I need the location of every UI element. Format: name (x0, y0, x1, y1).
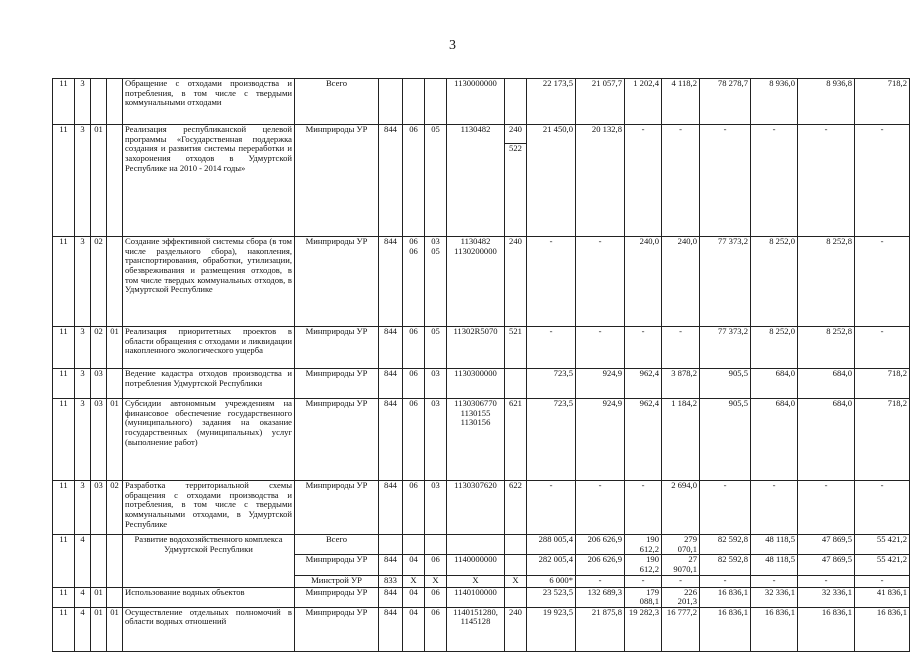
m-code (107, 125, 123, 237)
value-cell: 21 875,8 (576, 607, 625, 651)
table-row (53, 481, 910, 535)
vr-code (505, 587, 527, 607)
value-cell: 1 184,2 (662, 399, 700, 481)
value-cell: - (700, 575, 751, 587)
kcsr-code: 1130000000 (447, 79, 505, 125)
value-cell: - (576, 575, 625, 587)
value-cell: - (700, 481, 751, 535)
kcsr-code: 1130307620 (447, 481, 505, 535)
om-code: 03 (91, 481, 107, 535)
value-cell: 23 523,5 (527, 587, 576, 607)
value-cell: 48 118,5 (751, 555, 798, 575)
pp-code: 4 (75, 607, 91, 651)
value-cell: 718,2 (855, 369, 910, 399)
pp-code: 3 (75, 399, 91, 481)
kcsr-code: 1130300000 (447, 369, 505, 399)
value-cell: 723,5 (527, 369, 576, 399)
kcsr-code: 1130482 1130200000 (447, 237, 505, 327)
grbs-code: 844 (379, 125, 403, 237)
grbs-code: 844 (379, 607, 403, 651)
value-cell: 16 836,1 (798, 607, 855, 651)
value-cell: 16 836,1 (751, 607, 798, 651)
value-cell: 22 173,5 (527, 79, 576, 125)
value-cell: - (855, 575, 910, 587)
value-cell: 55 421,2 (855, 555, 910, 575)
vr-code (505, 369, 527, 399)
value-cell: - (751, 481, 798, 535)
kcsr-code: 11302R5070 (447, 327, 505, 369)
gp-code: 11 (53, 535, 75, 588)
executor: Минприроды УР (295, 369, 379, 399)
value-cell: 77 373,2 (700, 237, 751, 327)
value-cell: - (662, 327, 700, 369)
grbs-code: 844 (379, 327, 403, 369)
measure-name: Ведение кадастра отходов производства и потребления Удмуртской Республики (123, 369, 295, 399)
rz-code: 04 (403, 555, 425, 575)
value-cell: - (576, 237, 625, 327)
gp-code: 11 (53, 369, 75, 399)
grbs-code: 844 (379, 237, 403, 327)
m-code (107, 535, 123, 588)
budget-table (52, 78, 910, 652)
pr-code: 06 (425, 555, 447, 575)
executor: Всего (295, 535, 379, 555)
om-code: 02 (91, 237, 107, 327)
pp-code: 3 (75, 237, 91, 327)
m-code: 01 (107, 327, 123, 369)
value-cell: 226 201,3 (662, 587, 700, 607)
value-cell: 240,0 (625, 237, 662, 327)
value-cell: 32 336,1 (798, 587, 855, 607)
gp-code: 11 (53, 607, 75, 651)
measure-name: Реализация республиканской целевой программы «Государственная поддержка создания и развития системы переработки и захоронения отходов в Удмуртской Республике на 2010 - 2014 годы» (123, 125, 295, 237)
pr-code: 05 (425, 327, 447, 369)
value-cell: 8 252,8 (798, 327, 855, 369)
executor: Минприроды УР (295, 125, 379, 237)
value-cell: - (798, 481, 855, 535)
value-cell: 8 252,0 (751, 237, 798, 327)
value-cell: 20 132,8 (576, 125, 625, 237)
grbs-code: 844 (379, 555, 403, 575)
value-cell: 1 202,4 (625, 79, 662, 125)
grbs-code (379, 79, 403, 125)
measure-name: Развитие водохозяйственного комплекса Удмуртской Республики (123, 535, 295, 588)
value-cell: 82 592,8 (700, 535, 751, 555)
value-cell: 905,5 (700, 369, 751, 399)
pr-code (425, 535, 447, 555)
om-code: 01 (91, 607, 107, 651)
value-cell: - (700, 125, 751, 237)
vr-code: 240 (505, 237, 527, 327)
value-cell: - (576, 327, 625, 369)
value-cell: 6 000* (527, 575, 576, 587)
om-code: 03 (91, 399, 107, 481)
vr-code: 240 (505, 607, 527, 651)
value-cell: - (751, 575, 798, 587)
vr-code-1: 240 (505, 125, 526, 144)
gp-code: 11 (53, 237, 75, 327)
pr-code (425, 79, 447, 125)
pp-code: 3 (75, 79, 91, 125)
measure-name: Разработка территориальной схемы обращения с отходами производства и потребления, в том числе с твердыми коммунальными отходами, в Удмуртской Республике (123, 481, 295, 535)
table-row (53, 535, 910, 555)
kcsr-code: 1130482 (447, 125, 505, 237)
value-cell: 47 869,5 (798, 535, 855, 555)
m-code: 01 (107, 399, 123, 481)
value-cell: - (855, 237, 910, 327)
value-cell: - (576, 481, 625, 535)
om-code: 02 (91, 327, 107, 369)
table-row (53, 327, 910, 369)
vr-code (505, 535, 527, 555)
value-cell: 718,2 (855, 399, 910, 481)
value-cell: 190 612,2 (625, 535, 662, 555)
grbs-code (379, 535, 403, 555)
rz-code: 06 (403, 399, 425, 481)
vr-code (505, 79, 527, 125)
om-code: 01 (91, 587, 107, 607)
measure-name: Осуществление отдельных полномочий в области водных отношений (123, 607, 295, 651)
value-cell: - (527, 237, 576, 327)
m-code (107, 369, 123, 399)
table-row (53, 399, 910, 481)
value-cell: 684,0 (798, 399, 855, 481)
value-cell: 16 836,1 (700, 587, 751, 607)
value-cell: 16 836,1 (700, 607, 751, 651)
value-cell: 684,0 (798, 369, 855, 399)
executor: Минприроды УР (295, 237, 379, 327)
value-cell: - (855, 125, 910, 237)
value-cell: 288 005,4 (527, 535, 576, 555)
gp-code: 11 (53, 125, 75, 237)
value-cell: 21 450,0 (527, 125, 576, 237)
m-code (107, 79, 123, 125)
value-cell: - (798, 125, 855, 237)
gp-code: 11 (53, 327, 75, 369)
pp-code: 3 (75, 369, 91, 399)
executor: Минприроды УР (295, 399, 379, 481)
om-code (91, 535, 107, 588)
kcsr-code: 1140100000 (447, 587, 505, 607)
executor: Всего (295, 79, 379, 125)
value-cell: - (751, 125, 798, 237)
vr-code (505, 555, 527, 575)
value-cell: 8 936,8 (798, 79, 855, 125)
pp-code: 3 (75, 125, 91, 237)
pr-code: 06 (425, 607, 447, 651)
value-cell: 19 923,5 (527, 607, 576, 651)
value-cell: 41 836,1 (855, 587, 910, 607)
executor: Минприроды УР (295, 555, 379, 575)
rz-code (403, 535, 425, 555)
rz-code (403, 79, 425, 125)
value-cell: 684,0 (751, 369, 798, 399)
grbs-code: 833 (379, 575, 403, 587)
pr-code: 03 05 (425, 237, 447, 327)
table-row (53, 125, 910, 237)
value-cell: - (625, 125, 662, 237)
value-cell: - (798, 575, 855, 587)
value-cell: 962,4 (625, 369, 662, 399)
m-code: 01 (107, 607, 123, 651)
value-cell: - (527, 327, 576, 369)
pr-code: 05 (425, 125, 447, 237)
rz-code: 06 (403, 369, 425, 399)
rz-code: 06 (403, 481, 425, 535)
m-code (107, 237, 123, 327)
value-cell: 3 878,2 (662, 369, 700, 399)
value-cell: 4 118,2 (662, 79, 700, 125)
value-cell: 282 005,4 (527, 555, 576, 575)
executor: Минприроды УР (295, 607, 379, 651)
pr-code: 06 (425, 587, 447, 607)
gp-code: 11 (53, 587, 75, 607)
value-cell: 82 592,8 (700, 555, 751, 575)
table-body (53, 79, 910, 652)
value-cell: 55 421,2 (855, 535, 910, 555)
value-cell: 132 689,3 (576, 587, 625, 607)
m-code: 02 (107, 481, 123, 535)
value-cell: 78 278,7 (700, 79, 751, 125)
table-row (53, 79, 910, 125)
value-cell: 2 694,0 (662, 481, 700, 535)
value-cell: - (527, 481, 576, 535)
executor: Минприроды УР (295, 327, 379, 369)
om-code: 01 (91, 125, 107, 237)
table-row (53, 587, 910, 607)
vr-code: Х (505, 575, 527, 587)
value-cell: 179 088,1 (625, 587, 662, 607)
rz-code: 04 (403, 607, 425, 651)
om-code (91, 79, 107, 125)
value-cell: 924,9 (576, 369, 625, 399)
pr-code: 03 (425, 399, 447, 481)
rz-code: 06 (403, 327, 425, 369)
value-cell: 924,9 (576, 399, 625, 481)
value-cell: 32 336,1 (751, 587, 798, 607)
value-cell: 8 252,8 (798, 237, 855, 327)
vr-code (505, 125, 527, 237)
value-cell: 21 057,7 (576, 79, 625, 125)
value-cell: 905,5 (700, 399, 751, 481)
value-cell: 27 9070,1 (662, 555, 700, 575)
value-cell: 47 869,5 (798, 555, 855, 575)
value-cell: 190 612,2 (625, 555, 662, 575)
grbs-code: 844 (379, 587, 403, 607)
value-cell: 19 282,3 (625, 607, 662, 651)
pp-code: 4 (75, 535, 91, 588)
value-cell: - (855, 481, 910, 535)
rz-code: 06 (403, 125, 425, 237)
value-cell: - (625, 575, 662, 587)
pr-code: 03 (425, 369, 447, 399)
executor: Минстрой УР (295, 575, 379, 587)
table-row (53, 369, 910, 399)
measure-name: Использование водных объектов (123, 587, 295, 607)
executor: Минприроды УР (295, 481, 379, 535)
value-cell: 8 252,0 (751, 327, 798, 369)
table-row (53, 607, 910, 651)
pp-code: 3 (75, 327, 91, 369)
value-cell: 77 373,2 (700, 327, 751, 369)
value-cell: 718,2 (855, 79, 910, 125)
value-cell: 8 936,0 (751, 79, 798, 125)
measure-name: Субсидии автономным учреждениям на финансовое обеспечение государственного (муниципального) задания на оказание государственных (муниципальных) услуг (выполнение работ) (123, 399, 295, 481)
value-cell: 279 070,1 (662, 535, 700, 555)
value-cell: 16 777,2 (662, 607, 700, 651)
value-cell: 206 626,9 (576, 555, 625, 575)
page-number: 3 (449, 38, 456, 53)
value-cell: 48 118,5 (751, 535, 798, 555)
value-cell: - (625, 327, 662, 369)
value-cell: 16 836,1 (855, 607, 910, 651)
pr-code: 03 (425, 481, 447, 535)
vr-code: 621 (505, 399, 527, 481)
vr-code: 521 (505, 327, 527, 369)
value-cell: 684,0 (751, 399, 798, 481)
value-cell: - (855, 327, 910, 369)
pr-code: Х (425, 575, 447, 587)
gp-code: 11 (53, 481, 75, 535)
rz-code: 04 (403, 587, 425, 607)
pp-code: 3 (75, 481, 91, 535)
rz-code: 06 06 (403, 237, 425, 327)
value-cell: - (662, 575, 700, 587)
measure-name: Обращение с отходами производства и потребления, в том числе с твердыми коммунальными отходами (123, 79, 295, 125)
value-cell: - (625, 481, 662, 535)
om-code: 03 (91, 369, 107, 399)
executor: Минприроды УР (295, 587, 379, 607)
kcsr-code: 1130306770 1130155 1130156 (447, 399, 505, 481)
kcsr-code: 1140151280, 1145128 (447, 607, 505, 651)
kcsr-code (447, 535, 505, 555)
vr-code-2: 522 (509, 142, 522, 153)
value-cell: 206 626,9 (576, 535, 625, 555)
table-row (53, 237, 910, 327)
grbs-code: 844 (379, 481, 403, 535)
grbs-code: 844 (379, 369, 403, 399)
kcsr-code: Х (447, 575, 505, 587)
measure-name: Создание эффективной системы сбора (в том числе раздельного сбора), накопления, транспортирования, обработки, утилизации, обезвреживания и размещения отходов, в том числе твердых коммунальных отходов, в Удмуртской Республике (123, 237, 295, 327)
gp-code: 11 (53, 79, 75, 125)
kcsr-code: 1140000000 (447, 555, 505, 575)
m-code (107, 587, 123, 607)
vr-code: 622 (505, 481, 527, 535)
value-cell: 723,5 (527, 399, 576, 481)
value-cell: 962,4 (625, 399, 662, 481)
value-cell: 240,0 (662, 237, 700, 327)
gp-code: 11 (53, 399, 75, 481)
value-cell: - (662, 125, 700, 237)
rz-code: Х (403, 575, 425, 587)
pp-code: 4 (75, 587, 91, 607)
measure-name: Реализация приоритетных проектов в области обращения с отходами и ликвидации накопленного экологического ущерба (123, 327, 295, 369)
grbs-code: 844 (379, 399, 403, 481)
